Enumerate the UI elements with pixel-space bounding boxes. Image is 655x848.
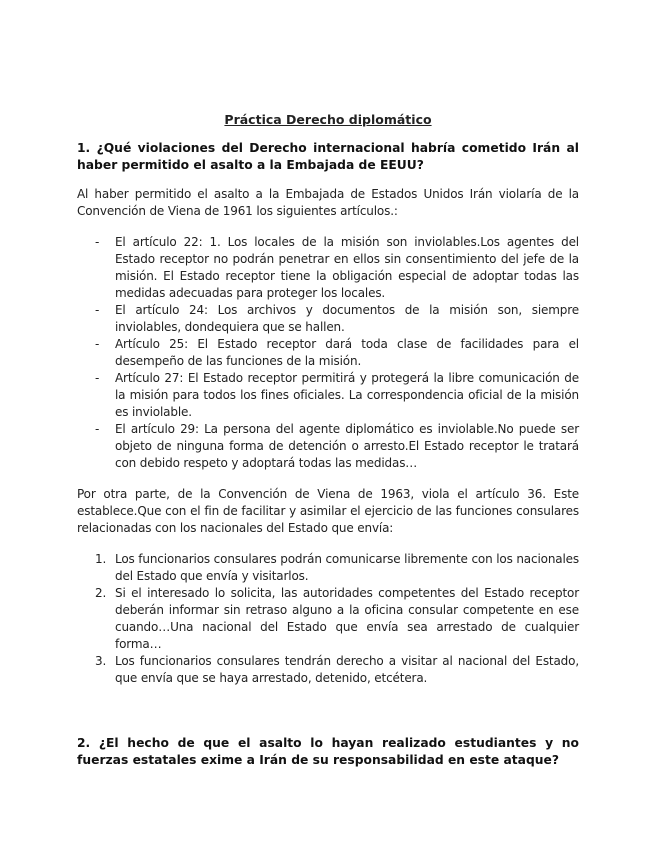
bullet-marker: - [95, 422, 100, 436]
bullet-marker: - [95, 337, 100, 351]
bullet-list-articles [77, 234, 579, 472]
list-item: - Artículo 27: El Estado receptor permitirá y protegerá la libre comunicación de la misión para todos los fines oficiales. La correspondencia oficial de la misión es inviolable. [95, 371, 579, 419]
list-item: 1. Los funcionarios consulares podrán comunicarse libremente con los nacionales del Estado que envía y visitarlos. [95, 552, 580, 583]
list-item: 2. Si el interesado lo solicita, las autoridades competentes del Estado receptor deberán informar sin retraso alguno a la oficina consular competente en ese cuando…Una nacional del Estado que envía sea arrestado de cualquier forma… [95, 586, 579, 651]
list-item: - El artículo 22: 1. Los locales de la misión son inviolables.Los agentes del Estado receptor no podrán penetrar en ellos sin consentimiento del jefe de la misión. El Estado receptor tiene la obligación especial de adoptar todas las medidas adecuadas para proteger los locales. [95, 235, 579, 300]
list-number: 3. [95, 654, 107, 668]
document-page [77, 112, 579, 781]
list-number: 1. [95, 552, 107, 566]
document-title: Práctica Derecho diplomático [224, 112, 432, 127]
paragraph-convention-1963: Por otra parte, de la Convención de Viena de 1963, viola el artículo 36. Este establece.Que con el fin de facilitar y asimilar el ejercicio de las funciones consulares relacionadas con los nacionales del Estado que envía: [77, 487, 579, 535]
question-1: 1. ¿Qué violaciones del Derecho internacional habría cometido Irán al haber permitido el asalto a la Embajada de EEUU? [77, 141, 579, 172]
paragraph-intro: Al haber permitido el asalto a la Embajada de Estados Unidos Irán violaría de la Convención de Viena de 1961 los siguientes artículos.: [77, 187, 579, 218]
numbered-list-consular [77, 551, 579, 687]
bullet-marker: - [95, 235, 100, 249]
list-item: - El artículo 24: Los archivos y documentos de la misión son, siempre inviolables, dondequiera que se hallen. [95, 303, 579, 334]
list-item: 3. Los funcionarios consulares tendrán derecho a visitar al nacional del Estado, que envía que se haya arrestado, detenido, etcétera. [95, 654, 579, 685]
bullet-marker: - [95, 371, 100, 385]
list-number: 2. [95, 586, 107, 600]
question-2: 2. ¿El hecho de que el asalto lo hayan realizado estudiantes y no fuerzas estatales exime a Irán de su responsabilidad en este ataque? [77, 736, 579, 767]
list-item: - El artículo 29: La persona del agente diplomático es inviolable.No puede ser objeto de ninguna forma de detención o arresto.El Estado receptor le tratará con debido respeto y adoptará todas las medidas… [95, 422, 579, 470]
bullet-marker: - [95, 303, 100, 317]
list-item: - Artículo 25: El Estado receptor dará toda clase de facilidades para el desempeño de las funciones de la misión. [95, 337, 579, 368]
